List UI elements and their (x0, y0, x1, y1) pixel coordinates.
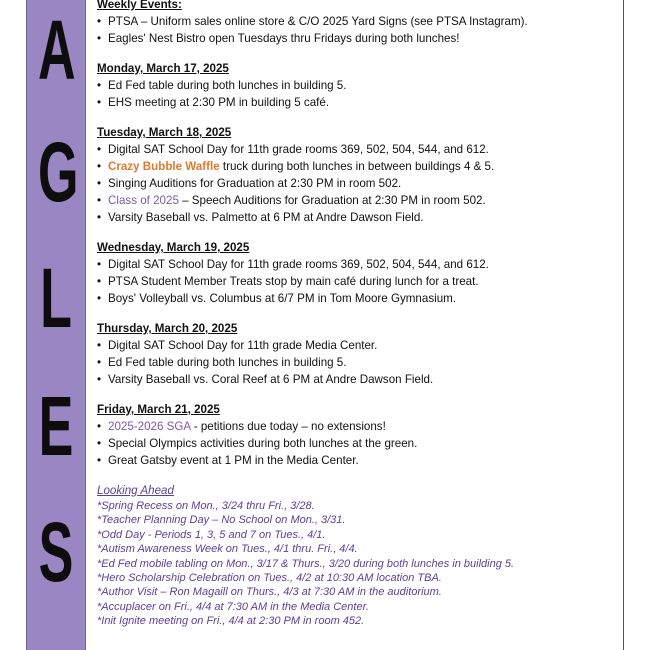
list-item: • EHS meeting at 2:30 PM in building 5 café. (97, 94, 617, 111)
day-heading: Tuesday, March 18, 2025 (97, 126, 232, 139)
day-heading: Wednesday, March 19, 2025 (97, 241, 250, 254)
thursday-list (97, 337, 617, 388)
list-item-text: truck during both lunches in between buildings 4 & 5. (219, 160, 495, 173)
list-item: • Varsity Baseball vs. Palmetto at 6 PM at Andre Dawson Field. (97, 209, 617, 226)
looking-ahead-heading: Looking Ahead (97, 484, 174, 497)
tuesday-list (97, 141, 617, 226)
weekly-events-heading: Weekly Events: (97, 0, 182, 11)
list-item: • Great Gatsby event at 1 PM in the Media Center. (97, 452, 617, 469)
list-item: *Autism Awareness Week on Tues., 4/1 thru. Fri., 4/4. (97, 543, 358, 556)
list-item (97, 192, 617, 209)
monday-list (97, 77, 617, 111)
looking-ahead-list (97, 499, 617, 629)
list-item: • Ed Fed table during both lunches in building 5. (97, 77, 617, 94)
wednesday-section (97, 239, 617, 307)
list-item (97, 418, 617, 435)
list-item: • PTSA Student Member Treats stop by main café during lunch for a treat. (97, 273, 617, 290)
list-item: *Author Visit – Ron Magaill on Thurs., 4/3 at 7:30 AM in the auditorium. (97, 586, 442, 599)
day-heading: Thursday, March 20, 2025 (97, 322, 238, 335)
day-heading: Friday, March 21, 2025 (97, 403, 220, 416)
list-item: • Eagles' Nest Bistro open Tuesdays thru Fridays during both lunches! (97, 30, 617, 47)
list-item: *Teacher Planning Day – No School on Mon., 3/31. (97, 514, 346, 527)
list-item: • Varsity Baseball vs. Coral Reef at 6 PM at Andre Dawson Field. (97, 371, 617, 388)
list-item: • Special Olympics activities during both lunches at the green. (97, 435, 617, 452)
list-item: • PTSA – Uniform sales online store & C/O 2025 Yard Signs (see PTSA Instagram). (97, 13, 617, 30)
banner-letter: G (38, 125, 79, 219)
banner-letter: A (38, 3, 76, 97)
highlight-text: Class of 2025 (108, 194, 179, 207)
list-item: *Spring Recess on Mon., 3/24 thru Fri., 3/28. (97, 500, 315, 512)
friday-list (97, 418, 617, 469)
banner-letter: E (38, 379, 74, 473)
list-item (97, 158, 617, 175)
list-item: • Digital SAT School Day for 11th grade Media Center. (97, 337, 617, 354)
list-item: • Ed Fed table during both lunches in building 5. (97, 354, 617, 371)
highlight-text: 2025-2026 SGA (108, 420, 191, 433)
highlight-text: Crazy Bubble Waffle (108, 160, 220, 173)
banner-letter: L (40, 251, 72, 345)
day-heading: Monday, March 17, 2025 (97, 62, 229, 75)
list-item: *Accuplacer on Fri., 4/4 at 7:30 AM in the Media Center. (97, 600, 369, 613)
list-item-text: - petitions due today – no extensions! (190, 420, 386, 433)
list-item: • Singing Auditions for Graduation at 2:30 PM in room 502. (97, 175, 617, 192)
banner-letter: S (38, 505, 74, 599)
thursday-section (97, 320, 617, 388)
looking-ahead-section (97, 482, 617, 629)
list-item: *Ed Fed mobile tabling on Mon., 3/17 & Thurs., 3/20 during both lunches in building 5. (97, 557, 515, 570)
list-item: *Odd Day - Periods 1, 3, 5 and 7 on Tues., 4/1. (97, 528, 326, 541)
weekly-events-section (97, 0, 617, 47)
list-item: • Digital SAT School Day for 11th grade rooms 369, 502, 504, 544, and 612. (97, 141, 617, 158)
list-item: • Digital SAT School Day for 11th grade rooms 369, 502, 504, 544, and 612. (97, 256, 617, 273)
list-item: *Init Ignite meeting on Fri., 4/4 at 2:30 PM in room 452. (97, 615, 365, 628)
monday-section (97, 60, 617, 111)
eagles-side-banner (26, 0, 86, 650)
page-border-line (623, 0, 624, 650)
list-item: • Boys' Volleyball vs. Columbus at 6/7 PM in Tom Moore Gymnasium. (97, 290, 617, 307)
weekly-events-list (97, 13, 617, 47)
list-item-text: – Speech Auditions for Graduation at 2:30 PM in room 502. (178, 194, 486, 207)
friday-section (97, 401, 617, 469)
newsletter-content (97, 0, 617, 642)
wednesday-list (97, 256, 617, 307)
list-item: *Hero Scholarship Celebration on Tues., 4/2 at 10:30 AM location TBA. (97, 572, 442, 585)
tuesday-section (97, 124, 617, 226)
